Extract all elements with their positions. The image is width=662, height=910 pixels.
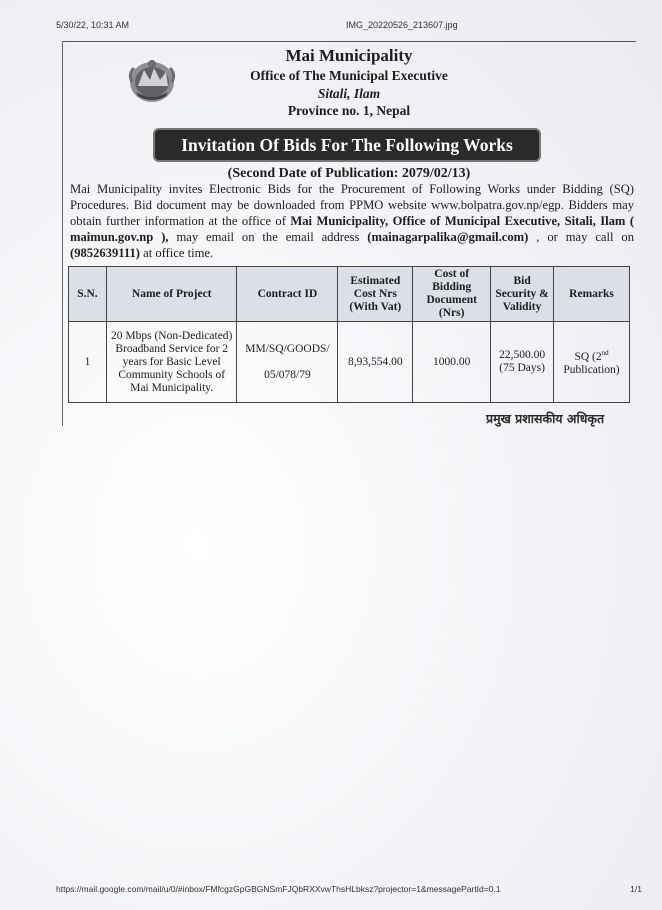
print-url: https://mail.google.com/mail/u/0/#inbox/FMfcgzGpGBGNSmFJQbRXXvwThsHLbksz?projector=1&messagePartId=0.1 [56, 884, 501, 894]
intro-email: (mainagarpalika@gmail.com) [367, 230, 529, 244]
office-location: Sitali, Ilam [317, 86, 381, 101]
col-remarks: Remarks [554, 267, 630, 322]
cell-bid-security [491, 322, 554, 403]
table-header-row [69, 267, 630, 322]
municipality-title: Mai Municipality [285, 46, 413, 65]
print-filename: IMG_20220526_213607.jpg [346, 20, 458, 30]
office-name: Office of The Municipal Executive [250, 68, 448, 83]
bids-table [68, 266, 630, 403]
signature-designation: प्रमुख प्रशासकीय अधिकृत [486, 411, 605, 426]
intro-text-3: , or may call on [528, 230, 635, 244]
cell-estimated-cost: 8,93,554.00 [338, 322, 413, 403]
print-page-number: 1/1 [630, 884, 642, 894]
cell-sn: 1 [69, 322, 107, 403]
intro-text-2: may email on the email address [168, 230, 368, 244]
cell-remarks [554, 322, 630, 403]
remarks-suffix: Publication) [563, 363, 620, 376]
remarks-sup: nd [601, 349, 609, 358]
print-header [56, 20, 632, 34]
intro-text-1: Mai Municipality invites Electronic Bids for the Procurement of Following Works under Bidding (SQ) Procedures. Bid document may be downloaded from PPMO website www.bolpatra.gov.np/egp. Bidders may obtain further information at the office of [70, 182, 634, 228]
col-bid-security: Bid Security & Validity [491, 267, 554, 322]
col-contract-id: Contract ID [237, 267, 338, 322]
cell-project: 20 Mbps (Non-Dedicated) Broadband Service for 2 years for Basic Level Community Schools of Mai Municipality. [106, 322, 237, 403]
publication-date: (Second Date of Publication: 2079/02/13) [227, 166, 471, 181]
print-footer [56, 884, 642, 898]
intro-paragraph [70, 181, 634, 261]
table-row [69, 322, 630, 403]
intro-office: Mai Municipality, Office of Municipal Executive, Sitali, Ilam ( maimun.gov.np ), [70, 214, 635, 244]
col-estimated-cost: Estimated Cost Nrs (With Vat) [338, 267, 413, 322]
notice-border-top [62, 41, 636, 42]
col-project: Name of Project [106, 267, 237, 322]
cell-contract-id [237, 322, 338, 403]
bid-security-validity: (75 Days) [499, 362, 545, 374]
col-document-cost: Cost of Bidding Document (Nrs) [413, 267, 491, 322]
bid-security-amount: 22,500.00 [499, 349, 546, 361]
contract-id-line2: 05/078/79 [264, 368, 311, 381]
col-sn: S.N. [69, 267, 107, 322]
intro-phone: (9852639111) [70, 246, 140, 260]
intro-text-4: at office time. [139, 246, 214, 260]
province-name: Province no. 1, Nepal [287, 103, 411, 118]
invitation-banner: Invitation Of Bids For The Following Works [155, 130, 539, 160]
contract-id-line1: MM/SQ/GOODS/ [245, 342, 330, 355]
cell-document-cost: 1000.00 [413, 322, 491, 403]
remarks-prefix: SQ (2 [574, 350, 602, 363]
print-datetime: 5/30/22, 10:31 AM [56, 20, 130, 30]
